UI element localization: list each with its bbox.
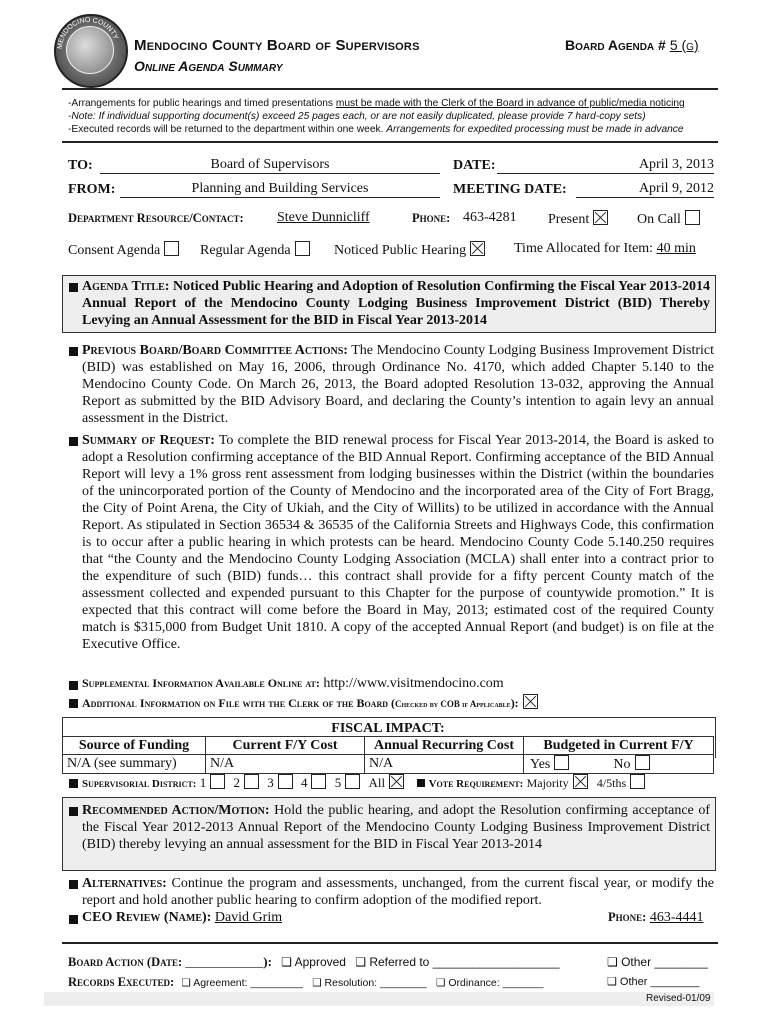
- oncall-checkbox[interactable]: [685, 210, 700, 225]
- meeting-date-field: April 9, 2012: [576, 181, 714, 198]
- phone-label: Phone:: [412, 211, 451, 225]
- county-seal: [54, 14, 128, 88]
- date-label: DATE:: [453, 158, 496, 173]
- supplemental-info: Supplemental Information Available Online at: http://www.visitmendocino.com: [82, 676, 504, 691]
- footer-band: [44, 992, 714, 1006]
- previous-actions: Previous Board/Board Committee Actions: The Mendocino County Lodging Business Improvement District (BID) was established on May 16, 2006, through Ordinance No. 4170, which added Chapter 5.140 to the Mendocino County Code. On March 26, 2013, the Board adopted Resolution 13-032, approving the Annual Report as submitted by the BID Advisory Board, and declaring the County’s intention to again levy an annual assessment in the District.: [82, 343, 714, 426]
- contact-name: Steve Dunnicliff: [277, 210, 370, 225]
- agenda-label: Board Agenda #: [565, 37, 666, 53]
- from-field: Planning and Building Services: [120, 181, 440, 198]
- notes-divider: [62, 141, 718, 143]
- bullet-icon: [69, 779, 78, 788]
- time-allocated: Time Allocated for Item: 40 min: [514, 241, 696, 256]
- to-field: Board of Supervisors: [100, 157, 440, 174]
- to-label: TO:: [68, 158, 93, 173]
- fiscal-title: FISCAL IMPACT:: [331, 721, 445, 736]
- oncall-option[interactable]: On Call: [637, 210, 700, 228]
- budgeted-no-checkbox[interactable]: [635, 755, 650, 770]
- recommended-action: Recommended Action/Motion: Hold the public hearing, and adopt the Resolution confirming acceptance of the Fiscal Year 2012-2013 Annual Report of the Mendocino County Lodging Business Improvement District (BID) thereby levying an annual assessment for the BID in Fiscal Year 2013-2014: [82, 803, 711, 852]
- consent-option[interactable]: Consent Agenda: [68, 241, 179, 259]
- instructions-notes: -Arrangements for public hearings and timed presentations must be made with the Clerk of the Board in advance of public/media noticing -Note: If individual supporting document(s) exceed 25 pages each, or are not easily duplicated, please provide 7 hard-copy sets) -Executed records will be returned to the department within one week. Arrangements for expedited processing must be made in advance: [68, 98, 685, 135]
- summary-of-request: Summary of Request: To complete the BID renewal process for Fiscal Year 2013-2014, the Board is asked to adopt a Resolution confirming acceptance of the BID Annual Report. Confirming acceptance of the BID Annual Report will levy a 1% gross rent assessment from lodging businesses within the District (within the boundaries of the unincorporated portion of the County of Mendocino and the incorporated area of the City of Fort Bragg, the City of Point Arena, the City of Ukiah, and the City of Willits) to be utilized in accordance with the Annual Report. As stipulated in Section 36534 & 36535 of the California Streets and Highways Code, this confirmation is to occur after a public hearing in which protests can be heard. Mendocino County Code 5.140.250 requires that “the County and the Mendocino County Lodging Association (MCLA) shall enter into a contract prior to the expenditure of such (BID) funds… this contract shall provide for a fifty percent County match of the assessment collected and expended pursuant to this Chapter for the purpose of countywide promotion.” It is expected that this contract will come before the Board in May, 2013; estimated cost of the required County match is $315,000 from Budget Unit 1810. A copy of the accepted Annual Report (and budget) is on file at the Executive Office.: [82, 433, 714, 652]
- fiscal-table: Source of Funding Current F/Y Cost Annual Recurring Cost Budgeted in Current F/Y N/A (see summary) N/A N/A Yes No: [62, 736, 714, 774]
- board-action-other: ❑ Other ________: [607, 955, 708, 969]
- bullet-icon: [69, 283, 78, 292]
- board-action: Board Action (Date: ____________): ❑ Approved ❑ Referred to ___________________: [68, 954, 560, 969]
- alternatives: Alternatives: Continue the program and assessments, unchanged, from the current fiscal year, or modify the report and hold another public hearing to confirm adoption of the modified report.: [82, 876, 714, 908]
- seal-text: MENDOCINO COUNTY: [56, 16, 120, 50]
- bullet-icon: [69, 880, 78, 889]
- header-divider: [62, 88, 718, 90]
- records-other: ❑ Other ________: [607, 976, 700, 988]
- bullet-icon: [69, 807, 78, 816]
- agenda-number: [565, 37, 699, 53]
- regular-checkbox[interactable]: [295, 241, 310, 256]
- additional-info: Additional Information on File with the Clerk of the Board (Checked by COB if Applicable):: [82, 694, 714, 712]
- page-subtitle: Online Agenda Summary: [134, 58, 283, 74]
- supplemental-link[interactable]: http://www.visitmendocino.com: [323, 676, 504, 691]
- noticed-checkbox[interactable]: [470, 241, 485, 256]
- footer-divider: [62, 942, 718, 944]
- svg-text:MENDOCINO COUNTY: [57, 17, 119, 49]
- bullet-icon: [69, 437, 78, 446]
- date-field: April 3, 2013: [497, 157, 714, 174]
- agenda-title: Agenda Title: Noticed Public Hearing and Adoption of Resolution Confirming the Fiscal Year 2013-2014 Annual Report of the Mendocino County Lodging Business Improvement District (BID) Thereby Levying an Annual Assessment for the BID in Fiscal Year 2013-2014: [82, 279, 711, 328]
- agenda-value: 5 (g): [669, 37, 699, 53]
- page-title: Mendocino County Board of Supervisors: [134, 37, 420, 54]
- bullet-icon: [69, 681, 78, 690]
- present-option[interactable]: Present: [548, 210, 608, 228]
- from-label: FROM:: [68, 182, 116, 197]
- noticed-option[interactable]: Noticed Public Hearing: [334, 241, 485, 259]
- bullet-icon: [69, 347, 78, 356]
- budgeted-yes-checkbox[interactable]: [554, 755, 569, 770]
- consent-checkbox[interactable]: [164, 241, 179, 256]
- contact-label: Department Resource/Contact:: [68, 211, 244, 225]
- regular-option[interactable]: Regular Agenda: [200, 241, 310, 259]
- revision-date: Revised-01/09: [646, 993, 711, 1004]
- ceo-review: CEO Review (Name): David Grim: [82, 910, 283, 925]
- phone-value: 463-4281: [463, 210, 517, 225]
- meeting-date-label: MEETING DATE:: [453, 182, 567, 197]
- present-checkbox[interactable]: [593, 210, 608, 225]
- records-executed: Records Executed: ❑ Agreement: _________ ❑ Resolution: ________ ❑ Ordinance: _______: [68, 975, 544, 989]
- supervisorial-district: Supervisorial District: 1 2 3 4 5 All Vote Requirement: Majority 4/5ths: [82, 774, 645, 791]
- additional-checkbox[interactable]: [523, 694, 538, 709]
- bullet-icon: [69, 915, 78, 924]
- ceo-phone: Phone: 463-4441: [608, 910, 704, 925]
- bullet-icon: [69, 699, 78, 708]
